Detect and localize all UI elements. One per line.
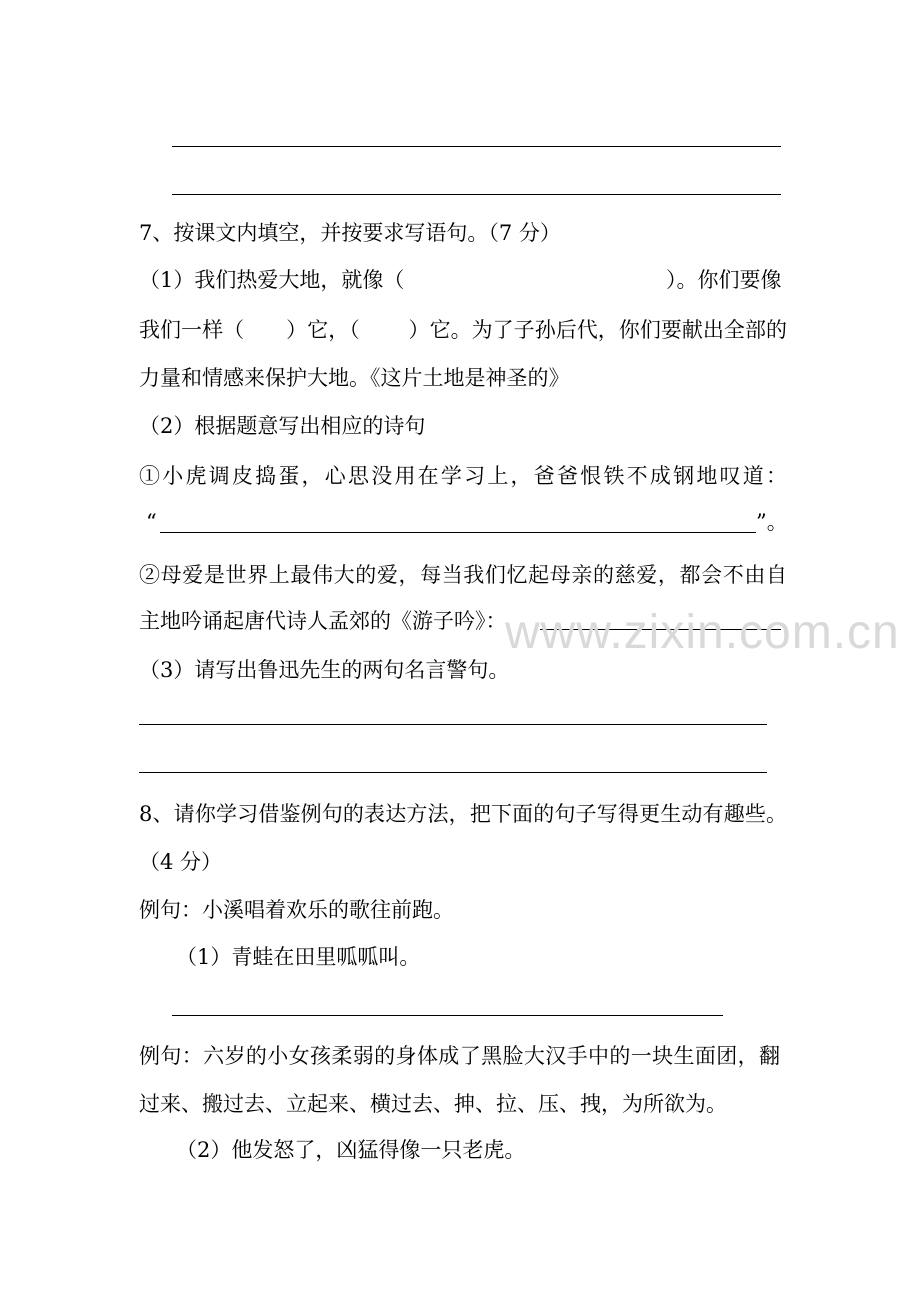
q7-title: 7、按课文内填空，并按要求写语句。（7 分）: [139, 221, 561, 245]
q8-title: 8、请你学习借鉴例句的表达方法，把下面的句子写得更生动有趣些。: [139, 802, 787, 826]
q7-p1-line3: 力量和情感来保护大地。《这片土地是神圣的》: [139, 366, 570, 390]
q7-p1-text-start: （1）我们热爱大地，就像（: [139, 268, 405, 292]
answer-line[interactable]: [172, 1015, 723, 1016]
q7-p2-item2-line1: ②母爱是世界上最伟大的爱，每当我们忆起母亲的慈爱，都会不由自: [139, 563, 787, 587]
q7-p2-item1-open-quote: “: [146, 510, 157, 534]
answer-line[interactable]: [172, 194, 781, 195]
answer-line[interactable]: [172, 146, 781, 147]
q8-example2-line1: 例句：六岁的小女孩柔弱的身体成了黑脸大汉手中的一块生面团，翻: [139, 1044, 780, 1068]
q7-p3-title: （3）请写出鲁迅先生的两句名言警句。: [139, 658, 510, 682]
q7-p2-item2-answer-line[interactable]: [540, 629, 781, 630]
q8-score: （4 分）: [139, 850, 223, 874]
watermark: www.zixin.com.cn: [505, 606, 900, 659]
q7-p2-title: （2）根据题意写出相应的诗句: [139, 414, 426, 438]
q7-p2-item2-line2: 主地吟诵起唐代诗人孟郊的《游子吟》：: [139, 609, 507, 633]
q8-item1: （1）青蛙在田里呱呱叫。: [176, 945, 421, 969]
q8-example1: 例句：小溪唱着欢乐的歌往前跑。: [139, 898, 454, 922]
answer-line[interactable]: [139, 772, 767, 773]
q8-item2: （2）他发怒了，凶猛得像一只老虎。: [176, 1138, 526, 1162]
q7-p2-item1: ①小虎调皮捣蛋，心思没用在学习上，爸爸恨铁不成钢地叹道：: [139, 464, 787, 488]
q7-p1-line2: 我们一样（ ）它，（ ）它。为了子孙后代，你们要献出全部的: [139, 318, 787, 342]
q7-p2-item1-answer-line[interactable]: [160, 532, 756, 533]
q7-p1-text-end: ）。你们要像: [666, 268, 782, 292]
q7-p2-item1-close-quote: ”。: [756, 510, 788, 534]
answer-line[interactable]: [139, 724, 767, 725]
q8-example2-line2: 过来、搬过去、立起来、横过去、抻、拉、压、拽，为所欲为。: [139, 1092, 727, 1116]
